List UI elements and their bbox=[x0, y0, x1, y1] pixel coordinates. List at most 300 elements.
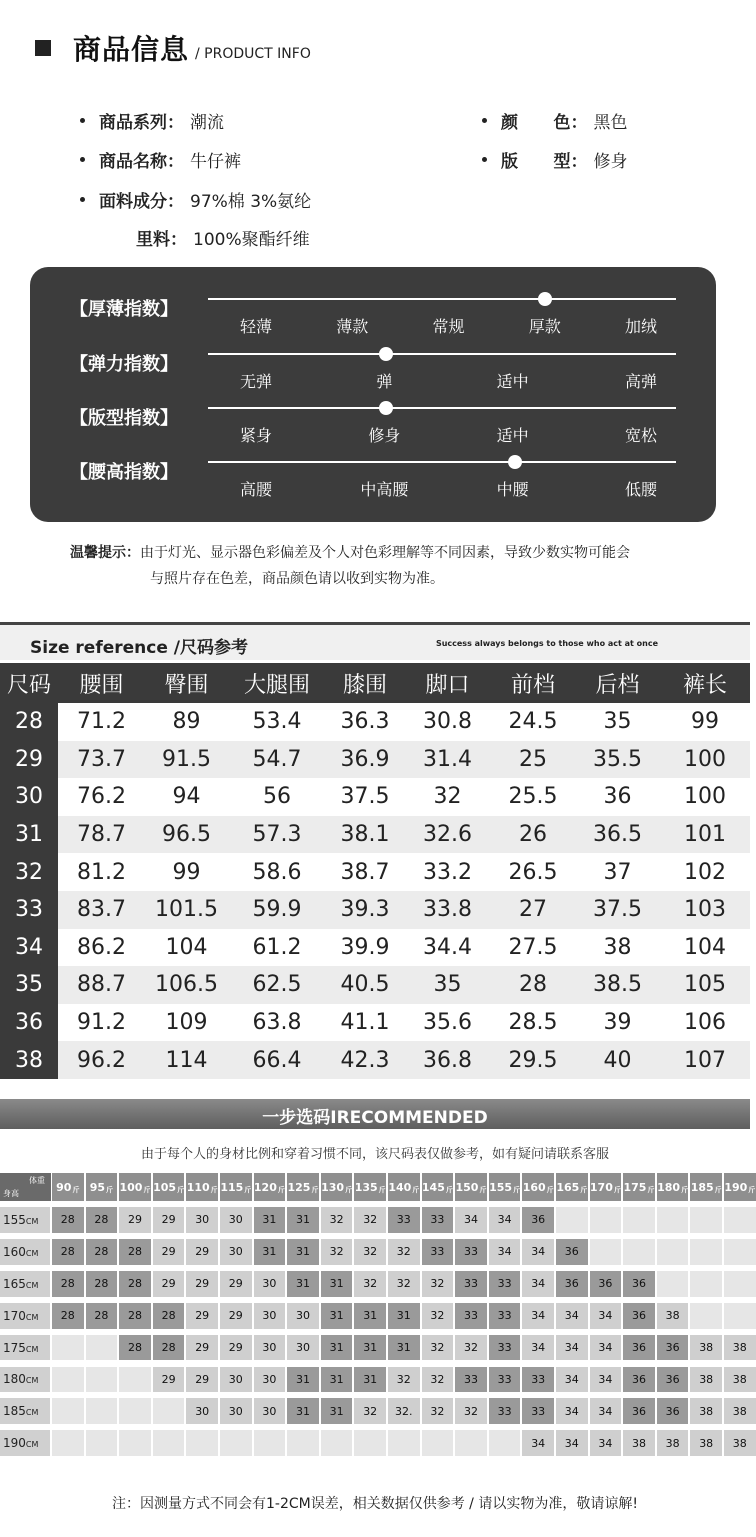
weight-unit: 斤 bbox=[277, 1185, 285, 1194]
weight-header-cell bbox=[119, 1173, 151, 1201]
grid-cell: 34 bbox=[489, 1207, 521, 1233]
size-table-header-cell: 腰围 bbox=[58, 663, 145, 703]
grid-cell bbox=[657, 1271, 689, 1297]
grid-cell: 30 bbox=[220, 1239, 252, 1265]
weight-unit: 斤 bbox=[479, 1185, 487, 1194]
grid-cell: 29 bbox=[186, 1335, 218, 1361]
grid-cell bbox=[690, 1239, 722, 1265]
size-table-cell: 31.4 bbox=[404, 741, 491, 779]
grid-cell: 34 bbox=[522, 1239, 554, 1265]
size-reference-title: Size reference /尺码参考 bbox=[30, 638, 249, 658]
size-table-cell: 88.7 bbox=[58, 966, 145, 1004]
grid-cell bbox=[623, 1239, 655, 1265]
height-unit: CM bbox=[25, 1312, 39, 1322]
grid-cell: 34 bbox=[522, 1430, 554, 1456]
size-table-cell: 89 bbox=[145, 703, 228, 741]
size-table-cell: 36.9 bbox=[326, 741, 404, 779]
height-unit: CM bbox=[25, 1376, 39, 1386]
weight-value: 115 bbox=[220, 1180, 244, 1194]
size-table-cell: 38.7 bbox=[326, 853, 404, 891]
weight-unit: 斤 bbox=[378, 1185, 386, 1194]
grid-cell: 32 bbox=[321, 1207, 353, 1233]
grid-cell bbox=[186, 1430, 218, 1456]
grid-cell: 38 bbox=[724, 1367, 756, 1393]
weight-value: 105 bbox=[153, 1180, 177, 1194]
size-table-cell: 40 bbox=[575, 1041, 660, 1079]
grid-cell: 32 bbox=[354, 1271, 386, 1297]
index-track bbox=[208, 407, 676, 409]
grid-cell: 28 bbox=[119, 1303, 151, 1329]
grid-cell: 31 bbox=[254, 1207, 286, 1233]
size-table-cell: 39.3 bbox=[326, 891, 404, 929]
grid-cell: 28 bbox=[52, 1207, 84, 1233]
grid-cell: 28 bbox=[52, 1239, 84, 1265]
grid-cell: 31 bbox=[321, 1398, 353, 1424]
weight-value: 150 bbox=[455, 1180, 479, 1194]
index-option: 修身 bbox=[368, 426, 401, 445]
grid-cell: 34 bbox=[522, 1303, 554, 1329]
index-track bbox=[208, 461, 676, 463]
info-label: 商品名称： bbox=[99, 152, 184, 172]
grid-cell: 33 bbox=[489, 1367, 521, 1393]
grid-cell: 31 bbox=[354, 1335, 386, 1361]
grid-cell bbox=[86, 1398, 118, 1424]
grid-cell: 38 bbox=[724, 1398, 756, 1424]
grid-cell bbox=[690, 1303, 722, 1329]
weight-value: 135 bbox=[354, 1180, 378, 1194]
size-cell: 29 bbox=[0, 741, 58, 779]
weight-unit: 斤 bbox=[513, 1185, 521, 1194]
grid-cell: 33 bbox=[489, 1335, 521, 1361]
grid-cell: 31 bbox=[354, 1367, 386, 1393]
info-lining bbox=[136, 225, 310, 250]
index-option: 适中 bbox=[496, 372, 529, 391]
size-table-cell: 24.5 bbox=[491, 703, 575, 741]
bullet-icon bbox=[80, 197, 85, 202]
grid-cell bbox=[623, 1207, 655, 1233]
size-table-cell: 83.7 bbox=[58, 891, 145, 929]
grid-cell bbox=[657, 1239, 689, 1265]
weight-header-cell bbox=[254, 1173, 286, 1201]
weight-header-cell bbox=[354, 1173, 386, 1201]
bullet-icon bbox=[80, 157, 85, 162]
size-table-cell: 106.5 bbox=[145, 966, 228, 1004]
grid-cell: 33 bbox=[455, 1239, 487, 1265]
size-table-cell: 32.6 bbox=[404, 816, 491, 854]
weight-value: 170 bbox=[589, 1180, 613, 1194]
weight-header-cell bbox=[422, 1173, 454, 1201]
size-table-cell: 27.5 bbox=[491, 929, 575, 967]
info-value: 牛仔裤 bbox=[190, 152, 241, 172]
grid-cell: 33 bbox=[388, 1207, 420, 1233]
size-table-cell: 36.8 bbox=[404, 1041, 491, 1079]
grid-cell: 30 bbox=[254, 1335, 286, 1361]
weight-value: 120 bbox=[253, 1180, 277, 1194]
size-table-cell: 100 bbox=[660, 741, 750, 779]
grid-cell: 30 bbox=[287, 1335, 319, 1361]
grid-cell: 29 bbox=[220, 1271, 252, 1297]
grid-cell: 32 bbox=[455, 1335, 487, 1361]
grid-cell: 33 bbox=[455, 1271, 487, 1297]
grid-cell bbox=[153, 1430, 185, 1456]
index-option: 低腰 bbox=[624, 480, 658, 499]
info-fabric bbox=[80, 187, 311, 212]
recommended-title: 一步选码IRECOMMENDED bbox=[262, 1108, 488, 1128]
grid-corner bbox=[0, 1173, 51, 1201]
grid-cell: 30 bbox=[186, 1398, 218, 1424]
index-knob bbox=[508, 455, 522, 469]
size-table-cell: 56 bbox=[228, 778, 326, 816]
size-table-cell: 101 bbox=[660, 816, 750, 854]
weight-header-cell bbox=[522, 1173, 554, 1201]
height-value: 185 bbox=[3, 1404, 26, 1419]
size-table-cell: 36.5 bbox=[575, 816, 660, 854]
index-label: 【腰高指数】 bbox=[70, 462, 178, 483]
size-table-cell: 53.4 bbox=[228, 703, 326, 741]
grid-cell: 34 bbox=[522, 1271, 554, 1297]
index-option: 中腰 bbox=[496, 480, 529, 499]
weight-unit: 斤 bbox=[580, 1185, 588, 1194]
grid-cell bbox=[556, 1207, 588, 1233]
info-label: 商品系列： bbox=[99, 113, 184, 133]
size-table-header-row bbox=[0, 663, 750, 703]
grid-cell: 38 bbox=[690, 1335, 722, 1361]
grid-cell: 31 bbox=[321, 1367, 353, 1393]
size-table-row bbox=[0, 891, 750, 929]
grid-cell: 33 bbox=[455, 1303, 487, 1329]
height-unit: CM bbox=[25, 1344, 39, 1354]
size-table-cell: 35.6 bbox=[404, 1004, 491, 1042]
size-table-cell: 57.3 bbox=[228, 816, 326, 854]
grid-cell bbox=[724, 1303, 756, 1329]
size-table-cell: 99 bbox=[145, 853, 228, 891]
index-label: 【弹力指数】 bbox=[70, 354, 178, 375]
grid-cell: 36 bbox=[623, 1335, 655, 1361]
weight-header-cell bbox=[623, 1173, 655, 1201]
grid-cell: 38 bbox=[724, 1430, 756, 1456]
grid-cell: 36 bbox=[623, 1398, 655, 1424]
grid-cell bbox=[52, 1335, 84, 1361]
product-info-subtitle: / PRODUCT INFO bbox=[195, 46, 311, 62]
weight-header-cell bbox=[724, 1173, 756, 1201]
size-table-cell: 100 bbox=[660, 778, 750, 816]
size-table-cell: 94 bbox=[145, 778, 228, 816]
corner-weight-label: 体重 bbox=[29, 1176, 45, 1185]
size-table-cell: 35.5 bbox=[575, 741, 660, 779]
height-value: 190 bbox=[3, 1436, 26, 1451]
size-table-cell: 66.4 bbox=[228, 1041, 326, 1079]
weight-header-cell bbox=[690, 1173, 722, 1201]
index-knob bbox=[379, 347, 393, 361]
grid-cell bbox=[254, 1430, 286, 1456]
size-table-cell: 61.2 bbox=[228, 929, 326, 967]
size-table-cell: 59.9 bbox=[228, 891, 326, 929]
info-series bbox=[80, 108, 224, 133]
size-table-cell: 33.8 bbox=[404, 891, 491, 929]
info-value: 修身 bbox=[593, 152, 628, 172]
grid-cell: 31 bbox=[388, 1335, 420, 1361]
grid-cell: 36 bbox=[657, 1367, 689, 1393]
index-option: 高弹 bbox=[624, 372, 658, 391]
grid-cell: 30 bbox=[254, 1271, 286, 1297]
grid-cell: 30 bbox=[254, 1303, 286, 1329]
height-value: 165 bbox=[3, 1276, 26, 1291]
weight-unit: 斤 bbox=[345, 1185, 353, 1194]
tip bbox=[70, 540, 630, 592]
grid-cell: 31 bbox=[287, 1271, 319, 1297]
size-cell: 28 bbox=[0, 703, 58, 741]
size-cell: 35 bbox=[0, 966, 58, 1004]
grid-cell: 33 bbox=[422, 1239, 454, 1265]
grid-cell: 28 bbox=[52, 1271, 84, 1297]
grid-cell: 33 bbox=[522, 1398, 554, 1424]
grid-cell: 28 bbox=[86, 1239, 118, 1265]
weight-unit: 斤 bbox=[412, 1185, 420, 1194]
size-table-cell: 37 bbox=[575, 853, 660, 891]
grid-cell: 33 bbox=[489, 1398, 521, 1424]
bullet-icon bbox=[482, 157, 487, 162]
size-table-cell: 38.1 bbox=[326, 816, 404, 854]
grid-cell bbox=[724, 1271, 756, 1297]
index-option: 中高腰 bbox=[360, 480, 409, 499]
grid-cell: 32 bbox=[388, 1367, 420, 1393]
grid-cell bbox=[119, 1430, 151, 1456]
size-table-cell: 41.1 bbox=[326, 1004, 404, 1042]
size-table-header-cell: 裤长 bbox=[660, 663, 750, 703]
grid-cell: 30 bbox=[220, 1398, 252, 1424]
grid-cell bbox=[52, 1367, 84, 1393]
weight-unit: 斤 bbox=[177, 1185, 185, 1194]
grid-cell: 38 bbox=[690, 1367, 722, 1393]
weight-value: 90 bbox=[56, 1180, 72, 1194]
grid-cell: 38 bbox=[724, 1335, 756, 1361]
grid-cell: 28 bbox=[153, 1303, 185, 1329]
grid-cell bbox=[119, 1367, 151, 1393]
info-value: 100%聚酯纤维 bbox=[193, 230, 310, 250]
product-info-title: 商品信息 bbox=[73, 33, 190, 66]
corner-height-label: 身高 bbox=[3, 1189, 19, 1198]
weight-unit: 斤 bbox=[714, 1185, 722, 1194]
grid-cell: 33 bbox=[422, 1207, 454, 1233]
grid-cell: 38 bbox=[657, 1430, 689, 1456]
header-square-icon bbox=[35, 40, 51, 56]
grid-cell: 34 bbox=[590, 1430, 622, 1456]
height-header-cell bbox=[0, 1271, 50, 1297]
index-track bbox=[208, 298, 676, 300]
grid-cell: 32 bbox=[354, 1398, 386, 1424]
size-table-cell: 54.7 bbox=[228, 741, 326, 779]
weight-header-cell bbox=[590, 1173, 622, 1201]
size-table-header-cell: 大腿围 bbox=[228, 663, 326, 703]
grid-cell: 34 bbox=[522, 1335, 554, 1361]
grid-cell: 34 bbox=[590, 1367, 622, 1393]
height-header-cell bbox=[0, 1207, 50, 1233]
height-unit: CM bbox=[25, 1280, 39, 1290]
size-table-row bbox=[0, 1041, 750, 1079]
grid-cell: 28 bbox=[119, 1239, 151, 1265]
bullet-icon bbox=[482, 118, 487, 123]
index-option: 宽松 bbox=[624, 426, 658, 445]
grid-cell bbox=[489, 1430, 521, 1456]
grid-cell: 29 bbox=[153, 1367, 185, 1393]
size-table-cell: 28 bbox=[491, 966, 575, 1004]
size-table-cell: 114 bbox=[145, 1041, 228, 1079]
grid-cell bbox=[690, 1207, 722, 1233]
grid-cell: 28 bbox=[153, 1335, 185, 1361]
grid-cell bbox=[455, 1430, 487, 1456]
grid-cell: 29 bbox=[153, 1271, 185, 1297]
grid-cell: 34 bbox=[590, 1303, 622, 1329]
size-table-header-cell: 后档 bbox=[575, 663, 660, 703]
tip-line1: 由于灯光、显示器色彩偏差及个人对色彩理解等不同因素，导致少数实物可能会 bbox=[140, 545, 630, 561]
grid-cell: 33 bbox=[455, 1367, 487, 1393]
grid-cell: 38 bbox=[690, 1398, 722, 1424]
size-table-cell: 96.5 bbox=[145, 816, 228, 854]
size-table-cell: 36.3 bbox=[326, 703, 404, 741]
size-reference-header bbox=[0, 622, 750, 660]
info-label: 里料： bbox=[136, 230, 187, 250]
grid-cell: 32 bbox=[422, 1398, 454, 1424]
grid-cell: 31 bbox=[321, 1303, 353, 1329]
size-table-row bbox=[0, 778, 750, 816]
info-label: 版 型： bbox=[501, 152, 588, 172]
grid-cell: 31 bbox=[321, 1271, 353, 1297]
tip-line2: 与照片存在色差，商品颜色请以收到实物为准。 bbox=[150, 571, 444, 587]
info-label: 面料成分： bbox=[99, 192, 184, 212]
size-table-cell: 38.5 bbox=[575, 966, 660, 1004]
weight-header-cell bbox=[220, 1173, 252, 1201]
grid-cell: 31 bbox=[354, 1303, 386, 1329]
tip-label: 温馨提示： bbox=[70, 545, 140, 561]
size-table-cell: 35 bbox=[404, 966, 491, 1004]
size-table-cell: 105 bbox=[660, 966, 750, 1004]
grid-cell: 36 bbox=[522, 1207, 554, 1233]
grid-cell: 34 bbox=[590, 1335, 622, 1361]
size-table-cell: 39 bbox=[575, 1004, 660, 1042]
grid-cell bbox=[690, 1271, 722, 1297]
index-option: 紧身 bbox=[239, 426, 273, 445]
size-table-cell: 63.8 bbox=[228, 1004, 326, 1042]
index-label: 【版型指数】 bbox=[70, 408, 178, 429]
info-value: 黑色 bbox=[593, 113, 628, 133]
size-cell: 31 bbox=[0, 816, 58, 854]
grid-cell bbox=[52, 1398, 84, 1424]
index-label: 【厚薄指数】 bbox=[70, 299, 178, 320]
weight-value: 130 bbox=[321, 1180, 345, 1194]
weight-unit: 斤 bbox=[311, 1185, 319, 1194]
grid-cell: 29 bbox=[186, 1367, 218, 1393]
weight-header-cell bbox=[388, 1173, 420, 1201]
height-value: 155 bbox=[3, 1212, 26, 1227]
grid-cell: 32 bbox=[455, 1398, 487, 1424]
grid-cell: 36 bbox=[657, 1335, 689, 1361]
weight-value: 145 bbox=[421, 1180, 445, 1194]
size-table-row bbox=[0, 853, 750, 891]
weight-unit: 斤 bbox=[613, 1185, 621, 1194]
index-panel bbox=[30, 267, 716, 522]
weight-unit: 斤 bbox=[244, 1185, 252, 1194]
grid-cell: 36 bbox=[590, 1271, 622, 1297]
weight-value: 180 bbox=[657, 1180, 681, 1194]
height-unit: CM bbox=[25, 1248, 39, 1258]
grid-cell: 30 bbox=[254, 1398, 286, 1424]
grid-cell: 28 bbox=[119, 1335, 151, 1361]
index-knob bbox=[538, 292, 552, 306]
recommended-note: 由于每个人的身材比例和穿着习惯不同，该尺码表仅做参考，如有疑问请联系客服 bbox=[140, 1147, 609, 1162]
height-header-cell bbox=[0, 1398, 50, 1424]
grid-cell bbox=[119, 1398, 151, 1424]
size-table-row bbox=[0, 929, 750, 967]
grid-cell bbox=[52, 1430, 84, 1456]
weight-header-cell bbox=[186, 1173, 218, 1201]
index-option: 加绒 bbox=[624, 317, 658, 336]
info-value: 97%棉 3%氨纶 bbox=[190, 192, 312, 212]
size-table-cell: 104 bbox=[145, 929, 228, 967]
grid-cell: 33 bbox=[489, 1271, 521, 1297]
grid-cell bbox=[321, 1430, 353, 1456]
weight-header-cell bbox=[321, 1173, 353, 1201]
size-table-cell: 28.5 bbox=[491, 1004, 575, 1042]
weight-unit: 斤 bbox=[445, 1185, 453, 1194]
size-table-cell: 36 bbox=[575, 778, 660, 816]
grid-cell bbox=[287, 1430, 319, 1456]
size-table-cell: 76.2 bbox=[58, 778, 145, 816]
info-color bbox=[482, 108, 628, 133]
bullet-icon bbox=[80, 118, 85, 123]
size-cell: 36 bbox=[0, 1004, 58, 1042]
grid-cell bbox=[422, 1430, 454, 1456]
height-header-cell bbox=[0, 1367, 50, 1393]
grid-cell bbox=[590, 1239, 622, 1265]
grid-cell: 32 bbox=[321, 1239, 353, 1265]
weight-value: 160 bbox=[522, 1180, 546, 1194]
weight-header-cell bbox=[489, 1173, 521, 1201]
grid-cell: 32 bbox=[422, 1367, 454, 1393]
grid-cell: 38 bbox=[623, 1430, 655, 1456]
size-table-row bbox=[0, 741, 750, 779]
height-value: 170 bbox=[3, 1308, 26, 1323]
size-cell: 38 bbox=[0, 1041, 58, 1079]
size-table-header-cell: 脚口 bbox=[404, 663, 491, 703]
grid-cell: 36 bbox=[657, 1398, 689, 1424]
grid-cell: 29 bbox=[186, 1303, 218, 1329]
size-table-cell: 102 bbox=[660, 853, 750, 891]
grid-cell: 36 bbox=[623, 1271, 655, 1297]
recommended-bar bbox=[0, 1099, 750, 1129]
grid-cell: 38 bbox=[657, 1303, 689, 1329]
size-table-cell: 27 bbox=[491, 891, 575, 929]
grid-cell: 34 bbox=[556, 1367, 588, 1393]
size-table-cell: 32 bbox=[404, 778, 491, 816]
height-value: 175 bbox=[3, 1340, 26, 1355]
grid-cell: 36 bbox=[623, 1303, 655, 1329]
grid-cell bbox=[354, 1430, 386, 1456]
weight-unit: 斤 bbox=[106, 1185, 114, 1194]
weight-unit: 斤 bbox=[647, 1185, 655, 1194]
size-table-row bbox=[0, 703, 750, 741]
index-knob bbox=[379, 401, 393, 415]
size-table-cell: 107 bbox=[660, 1041, 750, 1079]
weight-unit: 斤 bbox=[72, 1185, 80, 1194]
grid-cell: 34 bbox=[455, 1207, 487, 1233]
info-name bbox=[80, 147, 241, 172]
weight-value: 165 bbox=[556, 1180, 580, 1194]
grid-cell: 31 bbox=[287, 1367, 319, 1393]
grid-cell: 28 bbox=[86, 1303, 118, 1329]
height-value: 160 bbox=[3, 1244, 26, 1259]
grid-cell: 32 bbox=[388, 1239, 420, 1265]
size-table-cell: 39.9 bbox=[326, 929, 404, 967]
